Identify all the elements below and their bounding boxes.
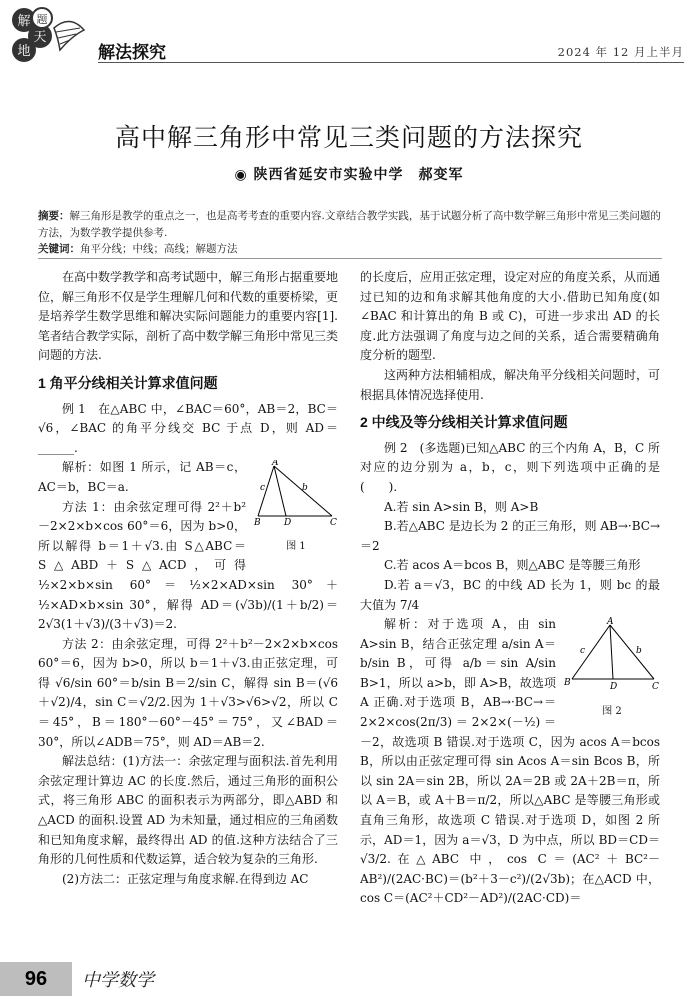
fig1-label-b: B	[254, 518, 261, 529]
fig1-label-side-c: c	[260, 483, 266, 494]
page-number: 96	[0, 962, 72, 996]
figure-1	[254, 460, 338, 556]
fig1-label-a: A	[272, 460, 279, 469]
journal-name: 中学数学	[82, 970, 154, 991]
article-title: 高中解三角形中常见三类问题的方法探究	[114, 124, 583, 152]
figure-1-caption: 图 1	[286, 540, 306, 552]
abstract-rule	[38, 258, 662, 259]
header-rule	[98, 62, 684, 63]
logo-char-2: 题	[36, 13, 48, 26]
option-d: D.若 a＝√3，BC 的中线 AD 长为 1，则 bc 的最大值为 7/4	[360, 577, 660, 612]
fig2-label-side-c: c	[580, 646, 586, 657]
journal-logo	[10, 6, 88, 64]
option-a: A.若 sin A>sin B，则 A>B	[384, 499, 539, 514]
heading-section-2: 2 中线及等分线相关计算求值问题	[360, 414, 568, 431]
example-1: 例 1 在△ABC 中，∠BAC＝60°，AB＝2，BC＝√6，∠BAC 的角平分线交 BC 于点 D，则 AD＝______.	[38, 401, 338, 455]
option-c: C.若 acos A＝bcos B，则△ABC 是等腰三角形	[384, 558, 641, 573]
triangle-figure-2	[564, 617, 660, 695]
logo-char-4: 地	[17, 44, 31, 59]
method-summary: 解法总结：(1)方法一：余弦定理与面积法.首先利用余弦定理计算边 AC 的长度.然后，通过三角形的面积公式，将三角形 ABC 的面积表示为两部分，即△ABD 和△ACD 的面积.设置 AD 为未知量，通过相应的三角函数和已知角度求解，最终得出 AD 的值.这种方法结合了三角形的几何性质和代数运算，适合较为复杂的三角形.	[38, 754, 338, 867]
author-line: ◉ 陕西省延安市实验中学 郝变军	[234, 167, 464, 183]
method-2: 方法 2：由余弦定理，可得 2²＋b²－2×2×b×cos 60°＝6，因为 b>0，所以 b＝1＋√3.由正弦定理，可得 √6/sin 60°＝b/sin B＝2/sin C，解得 sin B＝(√6＋√2)/4，sin C＝√2/2.因为 1＋√3>√6>√2，所以 C＝45°，B＝180°－60°－45°＝75°，又∠BAD＝30°，所以∠ADB＝75°，则 AD＝AB＝2.	[38, 636, 338, 749]
fig2-label-side-b: b	[636, 646, 642, 657]
abstract-text: 解三角形是教学的重点之一，也是高考考查的重要内容.文章结合教学实践，基于试题分析了高中数学解三角形中常见三类问题的方法，为数学教学提供参考.	[38, 210, 661, 239]
keywords-label: 关键词：	[38, 243, 80, 255]
abstract-label: 摘要：	[38, 210, 70, 222]
intro-paragraph: 在高中数学教学和高考试题中，解三角形占据重要地位，解三角形不仅是学生理解几何和代数的重要桥梁，更是培养学生数学思维和解决实际问题能力的重要内容[1].笔者结合教学实际，剖析了高中数学解三角形中常见三类问题的方法.	[38, 270, 339, 363]
example-2: 例 2 (多选题)已知△ABC 的三个内角 A，B，C 所对应的边分别为 a，b，c，则下列选项中正确的是( ).	[360, 440, 660, 494]
fig1-label-side-b: b	[302, 483, 308, 494]
logo-char-1: 解	[17, 14, 31, 29]
fig1-label-d: D	[284, 518, 292, 529]
solution-1: 解析：如图 1 所示，记 AB＝c，AC＝b，BC＝a.	[38, 460, 246, 494]
section-title: 解法探究	[98, 43, 166, 62]
figure-2	[564, 617, 660, 721]
triangle-figure-1	[254, 460, 338, 530]
page-header	[0, 0, 698, 66]
figure-2-caption: 图 2	[602, 705, 622, 717]
right-column	[360, 268, 660, 909]
fig2-label-a: A	[607, 617, 614, 628]
method-1: 方法 1：由余弦定理可得 2²＋b²－2×2×b×cos 60°＝6，因为 b>0，所以解得 b＝1＋√3.由 S△ABC＝S△ABD＋S△ACD，可得 ½×2×b×sin 60°＝½×2×AD×sin 30°＋½×AD×b×sin 30°，解得 AD＝(√3b)/(1＋b/2)＝2√3(1＋√3)/(3＋√3)＝2.	[38, 499, 338, 632]
fig1-label-c: C	[330, 518, 337, 529]
solution-2: 解析：对于选项 A，由 sin A>sin B，结合正弦定理 a/sin A＝b/sin B，可得 a/b＝sin A/sin B>1，所以 a>b，即 A>B，故选项 A 正确.对于选项 B，AB→·BC→＝2×2×cos(2π/3)＝2×2×(－½)＝－2，故选项 B 错误.对于选项 C，因为 acos A＝bcos B，所以由正弦定理可得 sin Acos A＝sin Bcos B，所以 sin 2A＝sin 2B，所以 2A＝2B 或 2A＋2B＝π，所以 A＝B，或 A＋B＝π/2，所以△ABC 是等腰三角形或直角三角形，故选项 C 错误.对于选项 D，如图 2 所示，AD＝1，因为 a＝√3，D 为中点，所以 BD＝CD＝√3/2.在△ABC 中，cos C＝(AC²＋BC²－AB²)/(2AC·BC)＝(b²＋3－c²)/(2√3b)；在△ACD 中，cos C＝(AC²＋CD²－AD²)/(2AC·CD)＝	[360, 617, 660, 906]
left-column	[38, 268, 338, 889]
page-footer	[0, 962, 698, 1000]
heading-section-1: 1 角平分线相关计算求值问题	[38, 374, 218, 391]
option-b: B.若△ABC 是边长为 2 的正三角形，则 AB→·BC→＝2	[360, 519, 660, 553]
fig2-label-c: C	[652, 682, 659, 693]
continuation-paragraph: 的长度后，应用正弦定理，设定对应的角度关系，从而通过已知的边和角求解其他角度的大小.借助已知角度(如∠BAC 和计算出的角 B 或 C)，可进一步求出 AD 的长度.此方法强调了角度与边之间的关系，适合需要精确角度分析的题型.	[360, 270, 661, 363]
issue-date: 2024 年 12 月上半月	[557, 45, 684, 59]
keywords-text: 角平分线；中线；高线；解题方法	[80, 243, 238, 255]
continuation-paragraph-2: 这两种方法相辅相成，解决角平分线相关问题时，可根据具体情况选择使用.	[360, 367, 661, 402]
method-summary-2: (2)方法二：正弦定理与角度求解.在得到边 AC	[62, 871, 309, 886]
logo-char-3: 天	[33, 30, 47, 45]
fig2-label-b: B	[564, 678, 571, 689]
abstract	[38, 208, 662, 258]
fig2-label-d: D	[610, 682, 618, 693]
